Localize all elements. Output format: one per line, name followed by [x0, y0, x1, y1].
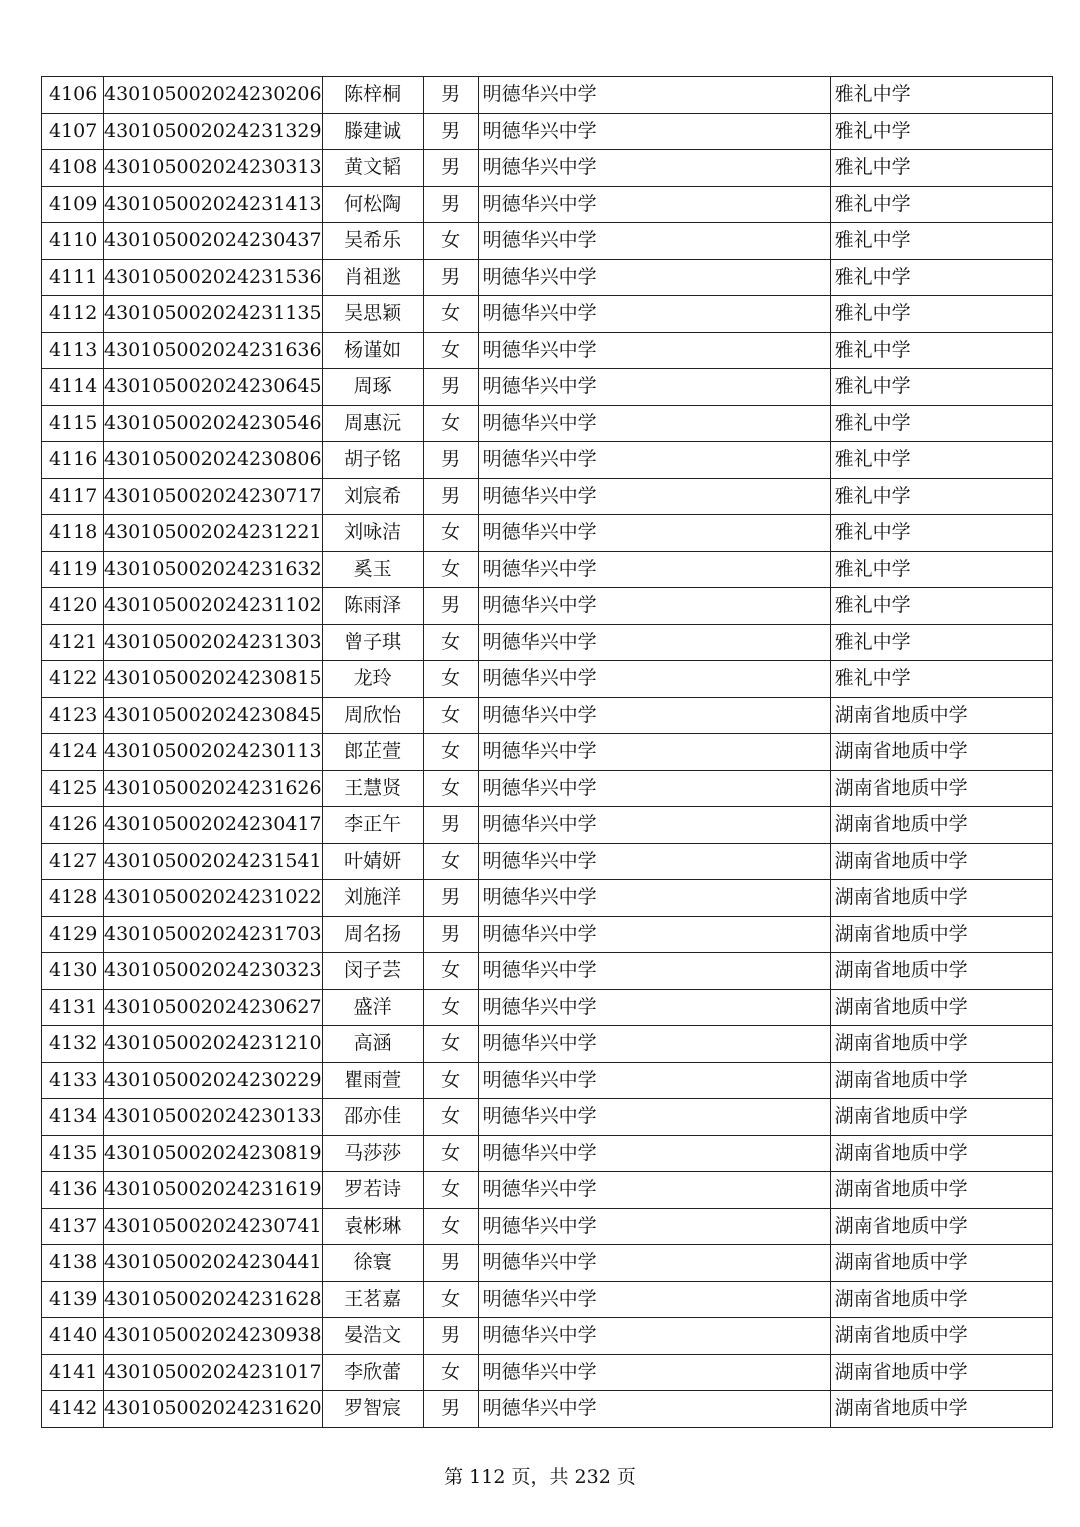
cell-admitted-school: 湖南省地质中学 [830, 734, 1052, 771]
cell-gender: 女 [423, 1099, 478, 1136]
cell-exam-id: 430105002024230645 [104, 369, 323, 406]
cell-seq: 4109 [42, 186, 104, 223]
cell-origin-school: 明德华兴中学 [478, 1318, 830, 1355]
table-row [42, 77, 1053, 114]
table-row [42, 515, 1053, 552]
cell-origin-school: 明德华兴中学 [478, 734, 830, 771]
table-row [42, 734, 1053, 771]
cell-admitted-school: 雅礼中学 [830, 624, 1052, 661]
cell-name: 王慧贤 [322, 770, 423, 807]
cell-name: 刘咏洁 [322, 515, 423, 552]
table-row [42, 697, 1053, 734]
cell-origin-school: 明德华兴中学 [478, 697, 830, 734]
cell-exam-id: 430105002024231017 [104, 1354, 323, 1391]
cell-seq: 4134 [42, 1099, 104, 1136]
cell-exam-id: 430105002024230229 [104, 1062, 323, 1099]
cell-exam-id: 430105002024231536 [104, 259, 323, 296]
cell-origin-school: 明德华兴中学 [478, 953, 830, 990]
cell-gender: 女 [423, 1135, 478, 1172]
cell-seq: 4142 [42, 1391, 104, 1428]
cell-name: 曾子琪 [322, 624, 423, 661]
table-row [42, 1391, 1053, 1428]
cell-exam-id: 430105002024231620 [104, 1391, 323, 1428]
cell-name: 吴思颖 [322, 296, 423, 333]
cell-name: 陈雨泽 [322, 588, 423, 625]
cell-name: 陈梓桐 [322, 77, 423, 114]
cell-admitted-school: 雅礼中学 [830, 113, 1052, 150]
table-row [42, 113, 1053, 150]
cell-exam-id: 430105002024230437 [104, 223, 323, 260]
cell-origin-school: 明德华兴中学 [478, 588, 830, 625]
cell-admitted-school: 湖南省地质中学 [830, 1135, 1052, 1172]
cell-gender: 女 [423, 1281, 478, 1318]
cell-exam-id: 430105002024231135 [104, 296, 323, 333]
cell-gender: 女 [423, 332, 478, 369]
cell-origin-school: 明德华兴中学 [478, 880, 830, 917]
table-row [42, 953, 1053, 990]
cell-name: 周欣怡 [322, 697, 423, 734]
cell-admitted-school: 湖南省地质中学 [830, 989, 1052, 1026]
cell-seq: 4128 [42, 880, 104, 917]
cell-seq: 4131 [42, 989, 104, 1026]
cell-name: 刘宸希 [322, 478, 423, 515]
cell-gender: 男 [423, 186, 478, 223]
cell-origin-school: 明德华兴中学 [478, 405, 830, 442]
cell-admitted-school: 雅礼中学 [830, 551, 1052, 588]
cell-admitted-school: 湖南省地质中学 [830, 1026, 1052, 1063]
cell-name: 何松陶 [322, 186, 423, 223]
cell-exam-id: 430105002024231221 [104, 515, 323, 552]
cell-exam-id: 430105002024230717 [104, 478, 323, 515]
cell-admitted-school: 湖南省地质中学 [830, 916, 1052, 953]
cell-exam-id: 430105002024231636 [104, 332, 323, 369]
cell-exam-id: 430105002024231619 [104, 1172, 323, 1209]
cell-origin-school: 明德华兴中学 [478, 259, 830, 296]
cell-gender: 女 [423, 1172, 478, 1209]
cell-exam-id: 430105002024231541 [104, 843, 323, 880]
cell-admitted-school: 湖南省地质中学 [830, 697, 1052, 734]
cell-name: 马莎莎 [322, 1135, 423, 1172]
cell-name: 李正午 [322, 807, 423, 844]
cell-exam-id: 430105002024230113 [104, 734, 323, 771]
cell-gender: 男 [423, 1245, 478, 1282]
cell-name: 李欣蕾 [322, 1354, 423, 1391]
student-table [41, 76, 1053, 1428]
cell-admitted-school: 雅礼中学 [830, 478, 1052, 515]
cell-seq: 4133 [42, 1062, 104, 1099]
cell-gender: 男 [423, 442, 478, 479]
cell-origin-school: 明德华兴中学 [478, 1245, 830, 1282]
cell-name: 盛洋 [322, 989, 423, 1026]
table-row [42, 1208, 1053, 1245]
cell-name: 高涵 [322, 1026, 423, 1063]
cell-exam-id: 430105002024230819 [104, 1135, 323, 1172]
cell-gender: 女 [423, 734, 478, 771]
cell-seq: 4138 [42, 1245, 104, 1282]
cell-admitted-school: 湖南省地质中学 [830, 880, 1052, 917]
cell-name: 奚玉 [322, 551, 423, 588]
table-row [42, 405, 1053, 442]
cell-exam-id: 430105002024230741 [104, 1208, 323, 1245]
table-row [42, 1172, 1053, 1209]
table-row [42, 843, 1053, 880]
cell-exam-id: 430105002024231329 [104, 113, 323, 150]
cell-origin-school: 明德华兴中学 [478, 1354, 830, 1391]
cell-exam-id: 430105002024230133 [104, 1099, 323, 1136]
cell-seq: 4139 [42, 1281, 104, 1318]
cell-origin-school: 明德华兴中学 [478, 1062, 830, 1099]
cell-admitted-school: 雅礼中学 [830, 515, 1052, 552]
cell-admitted-school: 雅礼中学 [830, 588, 1052, 625]
cell-name: 郎芷萱 [322, 734, 423, 771]
cell-exam-id: 430105002024231102 [104, 588, 323, 625]
cell-seq: 4140 [42, 1318, 104, 1355]
page-footer: 第 112 页，共 232 页 [444, 1466, 636, 1488]
cell-origin-school: 明德华兴中学 [478, 989, 830, 1026]
cell-admitted-school: 雅礼中学 [830, 661, 1052, 698]
cell-name: 邵亦佳 [322, 1099, 423, 1136]
table-row [42, 1245, 1053, 1282]
cell-seq: 4126 [42, 807, 104, 844]
cell-gender: 男 [423, 369, 478, 406]
cell-seq: 4132 [42, 1026, 104, 1063]
table-row [42, 223, 1053, 260]
cell-seq: 4122 [42, 661, 104, 698]
cell-origin-school: 明德华兴中学 [478, 442, 830, 479]
cell-origin-school: 明德华兴中学 [478, 515, 830, 552]
cell-gender: 男 [423, 916, 478, 953]
cell-gender: 男 [423, 880, 478, 917]
cell-seq: 4121 [42, 624, 104, 661]
table-row [42, 150, 1053, 187]
cell-origin-school: 明德华兴中学 [478, 150, 830, 187]
cell-gender: 男 [423, 1391, 478, 1428]
cell-admitted-school: 湖南省地质中学 [830, 1318, 1052, 1355]
table-row [42, 1099, 1053, 1136]
cell-name: 滕建诚 [322, 113, 423, 150]
cell-gender: 女 [423, 223, 478, 260]
cell-gender: 女 [423, 989, 478, 1026]
cell-origin-school: 明德华兴中学 [478, 332, 830, 369]
cell-name: 袁彬琳 [322, 1208, 423, 1245]
cell-admitted-school: 雅礼中学 [830, 259, 1052, 296]
table-row [42, 1318, 1053, 1355]
cell-admitted-school: 湖南省地质中学 [830, 843, 1052, 880]
cell-name: 黄文韬 [322, 150, 423, 187]
cell-gender: 女 [423, 1062, 478, 1099]
cell-gender: 女 [423, 661, 478, 698]
cell-seq: 4123 [42, 697, 104, 734]
cell-admitted-school: 湖南省地质中学 [830, 1172, 1052, 1209]
cell-origin-school: 明德华兴中学 [478, 807, 830, 844]
cell-origin-school: 明德华兴中学 [478, 770, 830, 807]
cell-name: 王茗嘉 [322, 1281, 423, 1318]
cell-admitted-school: 湖南省地质中学 [830, 953, 1052, 990]
table-row [42, 478, 1053, 515]
cell-seq: 4120 [42, 588, 104, 625]
cell-seq: 4119 [42, 551, 104, 588]
cell-seq: 4113 [42, 332, 104, 369]
cell-name: 罗智宸 [322, 1391, 423, 1428]
cell-gender: 男 [423, 77, 478, 114]
cell-exam-id: 430105002024231303 [104, 624, 323, 661]
table-row [42, 186, 1053, 223]
cell-gender: 女 [423, 1026, 478, 1063]
cell-seq: 4125 [42, 770, 104, 807]
cell-origin-school: 明德华兴中学 [478, 77, 830, 114]
cell-exam-id: 430105002024231210 [104, 1026, 323, 1063]
cell-seq: 4124 [42, 734, 104, 771]
cell-admitted-school: 雅礼中学 [830, 296, 1052, 333]
cell-admitted-school: 湖南省地质中学 [830, 1208, 1052, 1245]
cell-admitted-school: 雅礼中学 [830, 223, 1052, 260]
cell-origin-school: 明德华兴中学 [478, 1135, 830, 1172]
cell-name: 晏浩文 [322, 1318, 423, 1355]
table-row [42, 624, 1053, 661]
cell-seq: 4116 [42, 442, 104, 479]
cell-gender: 男 [423, 150, 478, 187]
cell-exam-id: 430105002024231022 [104, 880, 323, 917]
cell-admitted-school: 湖南省地质中学 [830, 1354, 1052, 1391]
cell-name: 肖祖逖 [322, 259, 423, 296]
cell-origin-school: 明德华兴中学 [478, 296, 830, 333]
cell-origin-school: 明德华兴中学 [478, 916, 830, 953]
table-row [42, 442, 1053, 479]
table-row [42, 369, 1053, 406]
cell-gender: 女 [423, 953, 478, 990]
cell-gender: 男 [423, 588, 478, 625]
cell-admitted-school: 湖南省地质中学 [830, 1099, 1052, 1136]
cell-origin-school: 明德华兴中学 [478, 478, 830, 515]
cell-name: 龙玲 [322, 661, 423, 698]
cell-exam-id: 430105002024230546 [104, 405, 323, 442]
cell-origin-school: 明德华兴中学 [478, 113, 830, 150]
table-row [42, 1062, 1053, 1099]
cell-name: 周惠沅 [322, 405, 423, 442]
cell-seq: 4118 [42, 515, 104, 552]
cell-name: 周琢 [322, 369, 423, 406]
cell-exam-id: 430105002024230627 [104, 989, 323, 1026]
cell-admitted-school: 雅礼中学 [830, 150, 1052, 187]
table-row [42, 259, 1053, 296]
cell-seq: 4108 [42, 150, 104, 187]
cell-gender: 女 [423, 405, 478, 442]
cell-gender: 男 [423, 113, 478, 150]
cell-gender: 男 [423, 807, 478, 844]
table-row [42, 661, 1053, 698]
cell-origin-school: 明德华兴中学 [478, 624, 830, 661]
cell-admitted-school: 雅礼中学 [830, 405, 1052, 442]
cell-origin-school: 明德华兴中学 [478, 843, 830, 880]
table-row [42, 1135, 1053, 1172]
table-row [42, 989, 1053, 1026]
cell-seq: 4112 [42, 296, 104, 333]
cell-exam-id: 430105002024230845 [104, 697, 323, 734]
cell-gender: 男 [423, 259, 478, 296]
cell-seq: 4136 [42, 1172, 104, 1209]
cell-gender: 女 [423, 551, 478, 588]
cell-origin-school: 明德华兴中学 [478, 1099, 830, 1136]
cell-origin-school: 明德华兴中学 [478, 1391, 830, 1428]
cell-exam-id: 430105002024231413 [104, 186, 323, 223]
cell-gender: 女 [423, 296, 478, 333]
cell-name: 叶婧妍 [322, 843, 423, 880]
cell-admitted-school: 雅礼中学 [830, 77, 1052, 114]
cell-seq: 4135 [42, 1135, 104, 1172]
cell-admitted-school: 湖南省地质中学 [830, 770, 1052, 807]
cell-origin-school: 明德华兴中学 [478, 1172, 830, 1209]
table-row [42, 1281, 1053, 1318]
cell-name: 瞿雨萱 [322, 1062, 423, 1099]
cell-name: 闵子芸 [322, 953, 423, 990]
cell-exam-id: 430105002024231703 [104, 916, 323, 953]
table-row [42, 916, 1053, 953]
cell-exam-id: 430105002024231626 [104, 770, 323, 807]
cell-exam-id: 430105002024230313 [104, 150, 323, 187]
cell-exam-id: 430105002024230206 [104, 77, 323, 114]
table-row [42, 770, 1053, 807]
cell-name: 胡子铭 [322, 442, 423, 479]
cell-origin-school: 明德华兴中学 [478, 186, 830, 223]
cell-name: 杨谨如 [322, 332, 423, 369]
cell-seq: 4137 [42, 1208, 104, 1245]
cell-seq: 4141 [42, 1354, 104, 1391]
table-row [42, 588, 1053, 625]
cell-admitted-school: 雅礼中学 [830, 369, 1052, 406]
table-body [42, 77, 1053, 1428]
cell-name: 刘施洋 [322, 880, 423, 917]
cell-exam-id: 430105002024230815 [104, 661, 323, 698]
cell-admitted-school: 雅礼中学 [830, 332, 1052, 369]
table-row [42, 551, 1053, 588]
cell-admitted-school: 湖南省地质中学 [830, 1062, 1052, 1099]
cell-seq: 4114 [42, 369, 104, 406]
table-row [42, 332, 1053, 369]
cell-origin-school: 明德华兴中学 [478, 223, 830, 260]
cell-seq: 4106 [42, 77, 104, 114]
cell-origin-school: 明德华兴中学 [478, 369, 830, 406]
table-row [42, 1026, 1053, 1063]
cell-admitted-school: 湖南省地质中学 [830, 1245, 1052, 1282]
table-row [42, 807, 1053, 844]
table-row [42, 880, 1053, 917]
cell-name: 罗若诗 [322, 1172, 423, 1209]
cell-seq: 4117 [42, 478, 104, 515]
cell-seq: 4110 [42, 223, 104, 260]
cell-gender: 女 [423, 770, 478, 807]
cell-name: 周名扬 [322, 916, 423, 953]
cell-gender: 女 [423, 624, 478, 661]
cell-seq: 4111 [42, 259, 104, 296]
cell-admitted-school: 湖南省地质中学 [830, 1281, 1052, 1318]
cell-seq: 4130 [42, 953, 104, 990]
cell-name: 吴希乐 [322, 223, 423, 260]
cell-exam-id: 430105002024230806 [104, 442, 323, 479]
cell-seq: 4129 [42, 916, 104, 953]
cell-gender: 男 [423, 478, 478, 515]
cell-seq: 4127 [42, 843, 104, 880]
cell-admitted-school: 湖南省地质中学 [830, 807, 1052, 844]
table-row [42, 296, 1053, 333]
cell-origin-school: 明德华兴中学 [478, 551, 830, 588]
cell-seq: 4115 [42, 405, 104, 442]
cell-gender: 男 [423, 1318, 478, 1355]
cell-exam-id: 430105002024231628 [104, 1281, 323, 1318]
cell-admitted-school: 湖南省地质中学 [830, 1391, 1052, 1428]
cell-exam-id: 430105002024231632 [104, 551, 323, 588]
cell-exam-id: 430105002024230441 [104, 1245, 323, 1282]
cell-exam-id: 430105002024230417 [104, 807, 323, 844]
table-row [42, 1354, 1053, 1391]
cell-admitted-school: 雅礼中学 [830, 186, 1052, 223]
cell-exam-id: 430105002024230323 [104, 953, 323, 990]
cell-origin-school: 明德华兴中学 [478, 661, 830, 698]
cell-admitted-school: 雅礼中学 [830, 442, 1052, 479]
cell-gender: 女 [423, 515, 478, 552]
cell-origin-school: 明德华兴中学 [478, 1026, 830, 1063]
cell-exam-id: 430105002024230938 [104, 1318, 323, 1355]
cell-name: 徐寰 [322, 1245, 423, 1282]
cell-gender: 女 [423, 1208, 478, 1245]
cell-seq: 4107 [42, 113, 104, 150]
cell-gender: 女 [423, 1354, 478, 1391]
cell-gender: 女 [423, 697, 478, 734]
cell-origin-school: 明德华兴中学 [478, 1208, 830, 1245]
cell-origin-school: 明德华兴中学 [478, 1281, 830, 1318]
cell-gender: 女 [423, 843, 478, 880]
